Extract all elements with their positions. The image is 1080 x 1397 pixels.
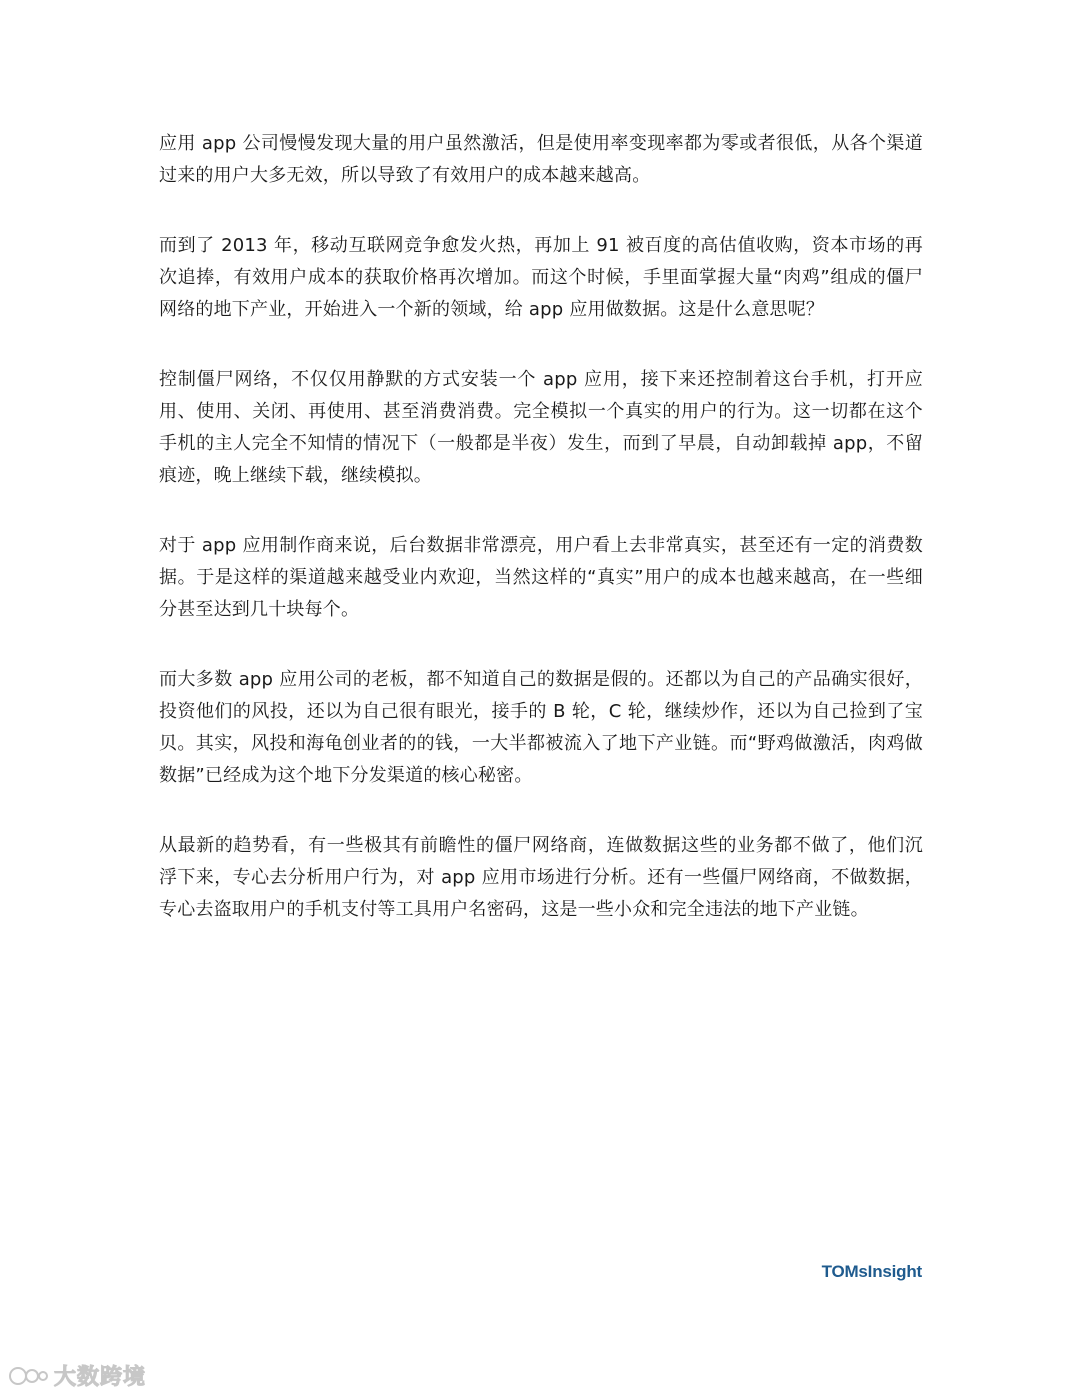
watermark: [8, 1360, 146, 1391]
brand-logo: TOMsInsight: [821, 1262, 922, 1281]
paragraph-3: 控制僵尸网络，不仅仅用静默的方式安装一个 app 应用，接下来还控制着这台手机，打开应用、使用、关闭、再使用、甚至消费消费。完全模拟一个真实的用户的行为。这一切都在这个手机的主人完全不知情的情况下（一般都是半夜）发生，而到了早晨，自动卸载掉 app，不留痕迹，晚上继续下载，继续模拟。: [159, 369, 923, 486]
paragraph-2: 而到了 2013 年，移动互联网竞争愈发火热，再加上 91 被百度的高估值收购，资本市场的再次追捧，有效用户成本的获取价格再次增加。而这个时候，手里面掌握大量“肉鸡”组成的僵尸网络的地下产业，开始进入一个新的领域，给 app 应用做数据。这是什么意思呢？: [159, 235, 923, 320]
paragraph-6: 从最新的趋势看，有一些极其有前瞻性的僵尸网络商，连做数据这些的业务都不做了，他们沉浮下来，专心去分析用户行为，对 app 应用市场进行分析。还有一些僵尸网络商，不做数据，专心去盗取用户的手机支付等工具用户名密码，这是一些小众和完全违法的地下产业链。: [159, 835, 923, 920]
watermark-text: 大数跨境: [54, 1365, 147, 1390]
paragraph-4: 对于 app 应用制作商来说，后台数据非常漂亮，用户看上去非常真实，甚至还有一定的消费数据。于是这样的渠道越来越受业内欢迎，当然这样的“真实”用户的成本也越来越高，在一些细分甚至达到几十块每个。: [159, 535, 923, 620]
paragraph-5: 而大多数 app 应用公司的老板，都不知道自己的数据是假的。还都以为自己的产品确实很好，投资他们的风投，还以为自己很有眼光，接手的 B 轮，C 轮，继续炒作，还以为自己捡到了宝贝。其实，风投和海龟创业者的的钱，一大半都被流入了地下产业链。而“野鸡做激活，肉鸡做数据”已经成为这个地下分发渠道的核心秘密。: [159, 669, 923, 786]
article-body: [159, 128, 923, 964]
paragraph-1: 应用 app 公司慢慢发现大量的用户虽然激活，但是使用率变现率都为零或者很低，从各个渠道过来的用户大多无效，所以导致了有效用户的成本越来越高。: [159, 133, 923, 186]
logo-icon: [8, 1363, 48, 1389]
